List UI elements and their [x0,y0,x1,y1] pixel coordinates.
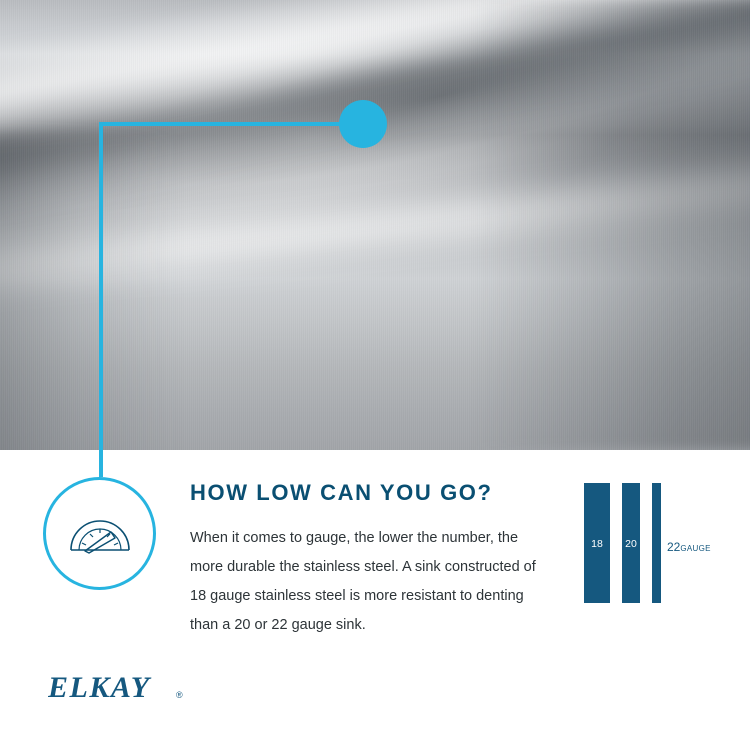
gauge-icon-badge [43,477,156,590]
body-copy: When it comes to gauge, the lower the number, the more durable the stainless steel. A sink constructed of 18 gauge stainless steel is more resistant to denting than a 20 or 22 gauge sink. [190,530,536,633]
gauge-meter-icon [65,508,135,560]
headline: HOW LOW CAN YOU GO? [190,480,493,505]
elkay-wordmark [48,670,198,710]
elkay-wordmark-text: ELKAY [48,671,151,704]
gauge-bar-label-22-number: 22 [667,540,681,554]
gauge-bar-22 [652,483,661,603]
gauge-bar-label-18: 18 [591,538,603,550]
gauge-bar-label-22-unit: GAUGE [680,544,711,553]
registered-mark: ® [176,690,183,700]
elkay-logo [48,670,198,715]
gauge-bar-label-20: 20 [625,538,637,550]
footer [0,660,750,750]
gauge-bar-label-22 [667,538,711,556]
content-block [190,480,550,640]
gauge-thickness-bars [584,483,714,603]
